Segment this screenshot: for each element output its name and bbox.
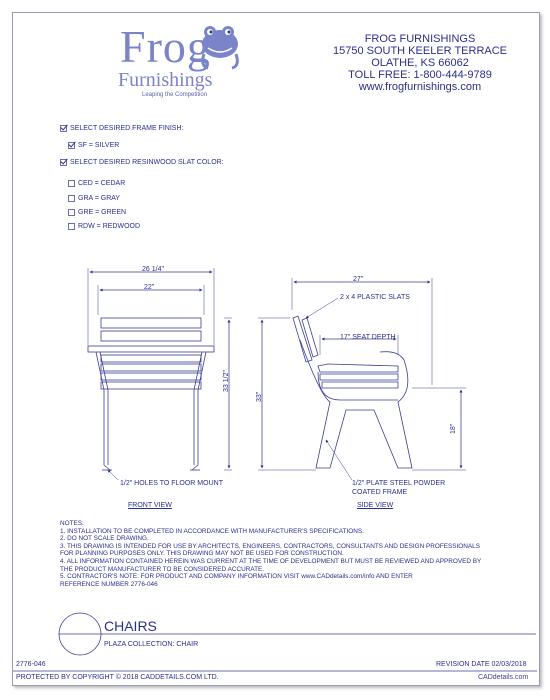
company-website[interactable]: www.frogfurnishings.com: [358, 81, 482, 93]
side-height-label: 33": [256, 391, 263, 402]
note-line: 1. INSTALLATION TO BE COMPLETED IN ACCORDANCE WITH MANUFACTURER'S SPECIFICATIONS.: [60, 527, 364, 535]
seat-height-label: 18": [450, 423, 457, 434]
copyright-notice: PROTECTED BY COPYRIGHT © 2018 CADDETAILS.COM LTD.: [16, 674, 219, 681]
caddetails-brand[interactable]: CADdetails.com: [478, 674, 529, 681]
frame-material-note-2: COATED FRAME: [352, 489, 408, 496]
revision-date: REVISION DATE 02/03/2018: [436, 661, 527, 668]
note-line: 3. THIS DRAWING IS INTENDED FOR USE BY ARCHITECTS, ENGINEERS, CONTRACTORS, CONSULTANTS AND DESIGN PROFESSIONALS: [60, 542, 480, 550]
drawing-subtitle: PLAZA COLLECTION: CHAIR: [104, 641, 199, 648]
seat-depth-label: 17" SEAT DEPTH: [340, 334, 396, 341]
logo-wordmark-furnishings: Furnishings: [118, 69, 213, 91]
front-height-label: 33 1/2": [223, 370, 230, 392]
company-name: FROG FURNISHINGS: [364, 33, 476, 45]
reference-number: 2776-046: [16, 661, 46, 668]
logo-tagline: Leaping the Competition: [142, 92, 208, 98]
drawing-title: CHAIRS: [104, 618, 157, 634]
front-view-chair: [88, 268, 232, 480]
side-view-label: SIDE VIEW: [357, 502, 394, 509]
slat-option-cedar: CED = CEDAR: [68, 179, 125, 188]
front-overall-width-label: 26 1/4": [142, 266, 164, 273]
plastic-slats-note: 2 x 4 PLASTIC SLATS: [340, 294, 410, 301]
company-address-line1: 15750 SOUTH KEELER TERRACE: [332, 45, 508, 57]
note-line: FOR PLANNING PURPOSES ONLY. THIS DRAWING MAY NOT BE USED FOR CONSTRUCTION.: [60, 550, 344, 558]
note-line: REFERENCE NUMBER 2776-046: [60, 580, 158, 588]
note-line: 5. CONTRACTOR'S NOTE: FOR PRODUCT AND COMPANY INFORMATION VISIT www.CADdetails.com/info AND ENTER: [60, 573, 413, 581]
side-view-chair: [258, 278, 466, 480]
side-overall-depth-label: 27": [353, 276, 364, 283]
floor-mount-holes-note: 1/2" HOLES TO FLOOR MOUNT: [120, 480, 223, 487]
slat-color-heading: SELECT DESIRED RESINWOOD SLAT COLOR:: [60, 158, 224, 167]
frame-finish-heading: SELECT DESIRED FRAME FINISH:: [60, 124, 183, 133]
notes-block: [60, 520, 481, 588]
front-seat-width-label: 22": [144, 284, 155, 291]
logo-wordmark-frog: Frog: [120, 21, 211, 72]
slat-option-redwood: RDW = REDWOOD: [68, 222, 140, 231]
footer-divider: [13, 670, 537, 672]
note-line: 4. ALL INFORMATION CONTAINED HEREIN WAS CURRENT AT THE TIME OF DEVELOPMENT BUT MUST BE REVIEWED AND APPROVED BY: [60, 557, 482, 565]
front-view-label: FRONT VIEW: [128, 502, 172, 509]
note-line: THE PRODUCT MANUFACTURER TO BE CONSIDERED ACCURATE.: [60, 565, 265, 573]
note-line: 2. DO NOT SCALE DRAWING.: [60, 535, 149, 543]
company-address-line2: OLATHE, KS 66062: [371, 57, 469, 69]
slat-option-green: GRE = GREEN: [68, 208, 126, 217]
notes-heading: NOTES:: [60, 520, 84, 527]
slat-option-gray: GRA = GRAY: [68, 194, 120, 203]
frame-option-silver: SF = SILVER: [68, 141, 119, 150]
company-phone: TOLL FREE: 1-800-444-9789: [348, 69, 492, 81]
frame-material-note-1: 1/2" PLATE STEEL POWDER: [352, 480, 446, 487]
